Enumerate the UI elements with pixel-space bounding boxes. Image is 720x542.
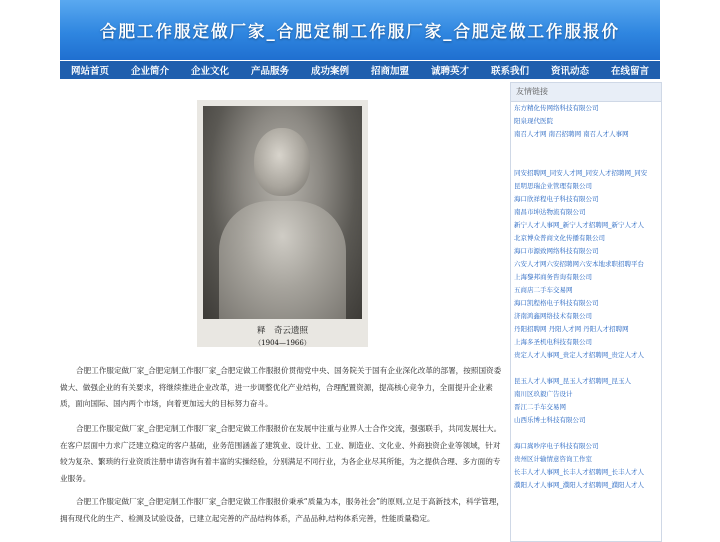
- friend-link[interactable]: 北京博众普商文化传播有限公司: [514, 234, 605, 242]
- friend-link[interactable]: 同安招聘网_同安人才网_同安人才招聘网_同安: [514, 169, 648, 177]
- nav-cases[interactable]: 成功案例: [310, 66, 349, 77]
- friend-link[interactable]: 上海多圣机电科技有限公司: [514, 338, 592, 346]
- friend-links-title: 友情链接: [511, 83, 661, 102]
- article-paragraph: 合肥工作服定做厂家_合肥定制工作服厂家_合肥定做工作服报价秉承“质量为本，服务社会”的原则,立足于高新技术，科学管理，拥有现代化的生产、检测及试验设备，已建立起完善的产品结构体系，产品品种,结构体系完善，性能质量稳定。: [60, 497, 504, 523]
- article-paragraph: 合肥工作服定做厂家_合肥定制工作服厂家_合肥定做工作服报价贯彻党中央、国务院关于国有企业深化改革的部署，按照国资委做大、做强企业的有关要求，将继续推进企业改革，进一步调整优化产业结构，合理配置资源，提高核心竞争力，全面提升企业素质，面向国际、国内两个市场，向着更加远大的目标努力奋斗。: [60, 366, 502, 408]
- friend-link[interactable]: 海口市源致网络科技有限公司: [514, 247, 599, 255]
- photo-caption-name: 释 奇云遗照: [256, 326, 308, 336]
- friend-link[interactable]: 东方精化传网络科技有限公司: [514, 104, 599, 112]
- friend-link[interactable]: 六安人才网六安招聘网六安本地求职招聘平台: [514, 260, 644, 268]
- nav-news[interactable]: 资讯动态: [550, 66, 589, 77]
- friend-link[interactable]: 南召人才网 南召招聘网 南召人才人事网: [514, 130, 629, 138]
- friend-link[interactable]: 海口凯程格电子科技有限公司: [514, 299, 599, 307]
- photo-figure-body: [219, 201, 346, 319]
- friend-link[interactable]: 晋江二手车交易网: [514, 403, 566, 411]
- nav-message[interactable]: 在线留言: [610, 66, 649, 77]
- friend-link[interactable]: 贵州区计输情意咨询工作室: [514, 455, 592, 463]
- nav-careers[interactable]: 诚聘英才: [430, 66, 469, 77]
- friend-link[interactable]: 阳泉现代医院: [514, 117, 553, 125]
- friend-link[interactable]: 山西乐博士科技有限公司: [514, 416, 586, 424]
- friend-link[interactable]: 长丰人才人事网_长丰人才招聘网_长丰人才人: [514, 468, 644, 476]
- friend-link[interactable]: 上海黎邦商务咨询有限公司: [514, 273, 592, 281]
- nav-franchise[interactable]: 招商加盟: [370, 66, 409, 77]
- friend-link[interactable]: 海口嵩吵序电子科技有限公司: [514, 442, 599, 450]
- photo-caption: [197, 325, 368, 349]
- friend-link[interactable]: 五商店二手车交易网: [514, 286, 573, 294]
- friend-link[interactable]: 丹阳招聘网 丹阳人才网 丹阳人才招聘网: [514, 325, 629, 333]
- photo-image: [203, 106, 362, 319]
- site-title: 合肥工作服定做厂家_合肥定制工作服厂家_合肥定做工作服报价: [100, 22, 620, 41]
- nav-products[interactable]: 产品服务: [250, 66, 289, 77]
- nav-about[interactable]: 企业简介: [130, 66, 169, 77]
- article-paragraph: 合肥工作服定做厂家_合肥定制工作服厂家_合肥定做工作服报价在发展中注重与业界人士合作交流，强强联手，共同发展壮大。在客户层面中力求广泛建立稳定的客户基础，业务范围涵盖了建筑业、设计业、工业、制造业、文化业、外商独资企业等领域，针对较为复杂、繁琐的行业资质注册申请咨询有着丰富的实操经验，分别满足不同行业，为各企业尽其所能，为之提供合理、多方面的专业服务。: [60, 424, 502, 483]
- friend-links-panel: [510, 82, 662, 542]
- nav-home[interactable]: 网站首页: [70, 66, 109, 77]
- portrait-photo: [197, 100, 368, 347]
- friend-link[interactable]: 濮阳人才人事网_濮阳人才招聘网_濮阳人才人: [514, 481, 644, 489]
- friend-link[interactable]: 昆明思瑞企业管理有限公司: [514, 182, 592, 190]
- friend-link[interactable]: 南川区玖毅广告设计: [514, 390, 573, 398]
- main-nav: [60, 61, 660, 79]
- nav-culture[interactable]: 企业文化: [190, 66, 229, 77]
- friend-link[interactable]: 新宁人才人事网_新宁人才招聘网_新宁人才人: [514, 221, 644, 229]
- friend-link[interactable]: 南昌市坤达物流有限公司: [514, 208, 586, 216]
- friend-link[interactable]: 昆玉人才人事网_昆玉人才招聘网_昆玉人: [514, 377, 631, 385]
- photo-figure-head: [254, 128, 310, 196]
- nav-contact[interactable]: 联系我们: [490, 66, 529, 77]
- site-banner: [60, 0, 660, 60]
- photo-caption-years: （1904—1966）: [254, 339, 311, 347]
- friend-link[interactable]: 济南鸿鑫网络技术有限公司: [514, 312, 592, 320]
- friend-link[interactable]: 海口欣祥程电子科技有限公司: [514, 195, 599, 203]
- friend-link[interactable]: 贵定人才人事网_贵定人才招聘网_贵定人才人: [514, 351, 644, 359]
